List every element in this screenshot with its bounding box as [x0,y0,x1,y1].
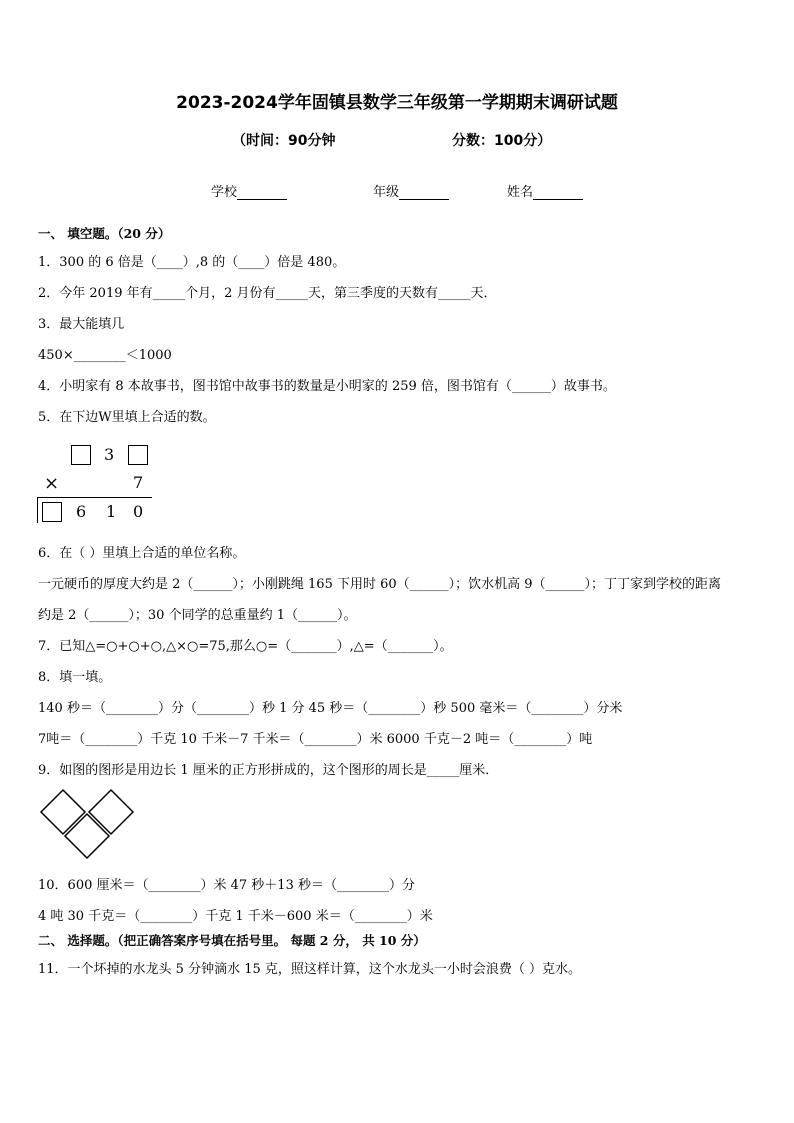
school-field [211,181,287,200]
times-sign: × [44,473,60,494]
puzzle-box-2 [128,445,148,465]
exam-score: 分数：100分） [452,133,552,149]
name-field [507,181,583,200]
puzzle-digit-3: 3 [104,445,115,464]
question-8-line-1: 140 秒＝（________）分（________）秒 1 分 45 秒＝（________）秒 500 毫米＝（________）分米 [38,701,623,716]
puzzle-multiplier: 7 [133,473,144,492]
puzzle-result-0: 0 [133,502,144,521]
school-label: 学校 [211,185,238,200]
grade-field [373,181,449,200]
question-3: 3．最大能填几 [38,317,125,332]
school-blank [237,186,287,200]
question-4: 4．小明家有 8 本故事书，图书馆中故事书的数量是小明家的 259 倍，图书馆有（______）故事书。 [38,379,616,394]
question-1: 1．300 的 6 倍是（____）,8 的（____）倍是 480。 [38,255,346,270]
question-2: 2．今年 2019 年有_____个月，2 月份有_____天，第三季度的天数有_____天． [38,286,497,301]
question-7: 7．已知△=○+○+○,△×○=75,那么○=（_______）,△=（_______）。 [38,639,453,654]
question-6-line-2: 约是 2（______）；30 个同学的总重量约 1（______）。 [38,608,357,623]
puzzle-box-1 [71,445,91,465]
question-6-line-1: 一元硬币的厚度大约是 2（______）；小刚跳绳 165 下用时 60（______）；饮水机高 9（______）；丁丁家到学校的距离 [38,577,722,592]
square-bottom [65,814,109,858]
question-11: 11．一个坏掉的水龙头 5 分钟滴水 15 克，照这样计算，这个水龙头一小时会浪费（ ）克水。 [38,962,582,977]
question-10-line-1: 10．600 厘米＝（________）米 47 秒＋13 秒＝（________）分 [38,878,415,893]
name-label: 姓名 [507,185,534,200]
grade-label: 年级 [373,185,400,200]
question-8: 8．填一填。 [38,670,112,685]
question-3-expression: 450×________＜1000 [38,348,172,363]
section-fill-blanks: 一、 填空题。（20 分） [38,226,171,241]
squares-figure [38,787,138,859]
square-right [89,790,133,834]
puzzle-rule-left [37,497,38,523]
puzzle-rule [37,497,152,498]
puzzle-result-1: 1 [106,502,117,521]
question-10-line-2: 4 吨 30 千克＝（________）千克 1 千米－600 米＝（________）米 [38,909,433,924]
square-left [41,790,85,834]
name-blank [533,186,583,200]
question-5: 5．在下边W里填上合适的数。 [38,410,216,425]
puzzle-result-6: 6 [76,502,87,521]
page-title: 2023-2024学年固镇县数学三年级第一学期期末调研试题 [176,93,618,113]
grade-blank [399,186,449,200]
question-9: 9．如图的图形是用边长 1 厘米的正方形拼成的，这个图形的周长是_____厘米． [38,763,499,778]
section-multiple-choice: 二、 选择题。（把正确答案序号填在括号里。 每题 2 分， 共 10 分） [38,933,426,948]
puzzle-box-3 [42,502,62,522]
question-8-line-2: 7吨＝（________）千克 10 千米－7 千米＝（________）米 6000 千克－2 吨＝（________）吨 [38,732,593,747]
exam-time: （时间：90分钟 [232,133,336,149]
question-6: 6．在（ ）里填上合适的单位名称。 [38,546,246,561]
